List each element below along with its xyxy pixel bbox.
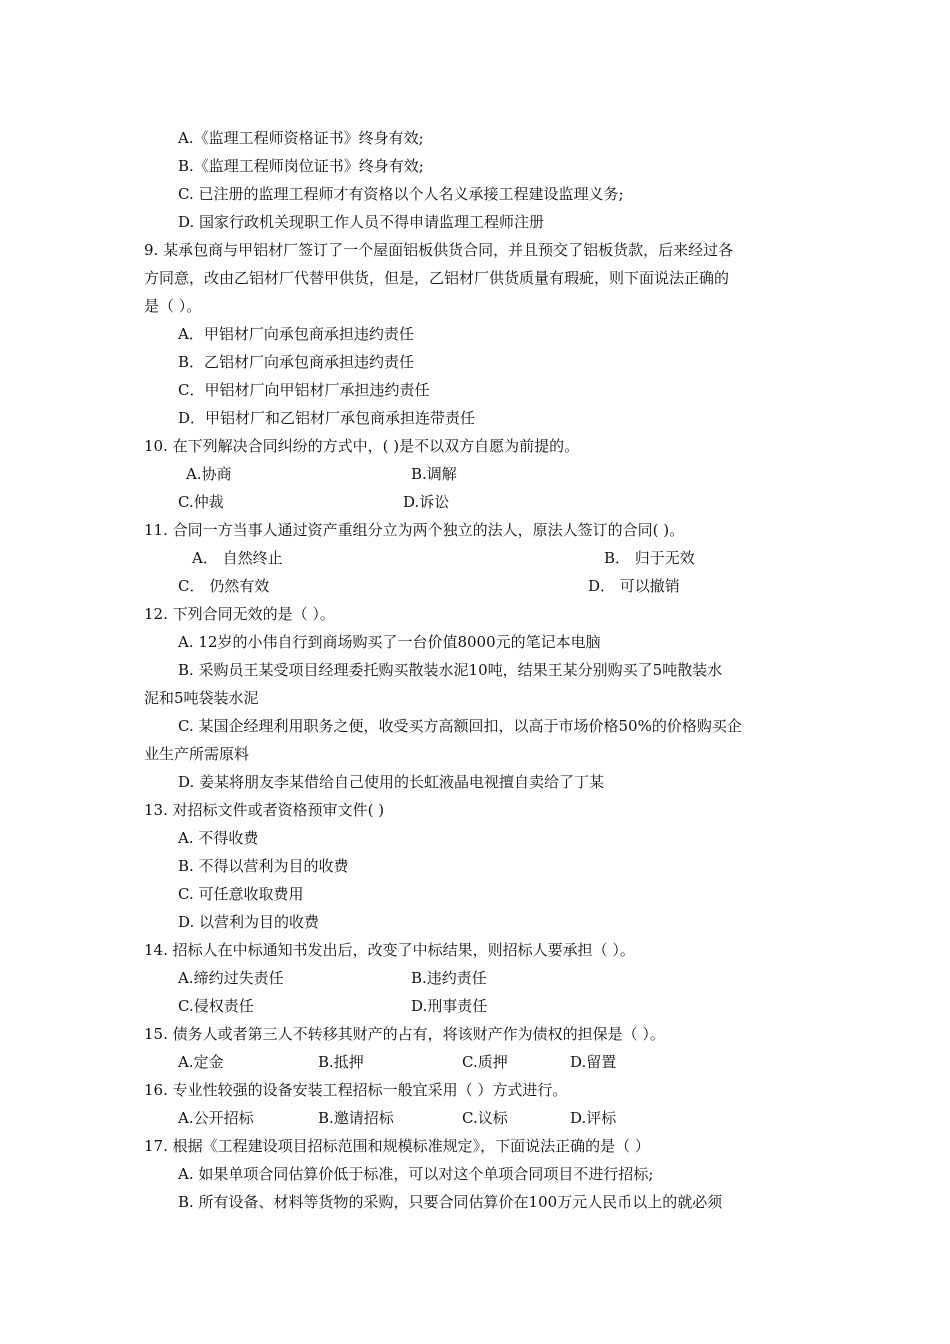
q9-stem-line-2: 方同意，改由乙铝材厂代替甲供货，但是，乙铝材厂供货质量有瑕疵，则下面说法正确的 (144, 269, 730, 287)
q11-option-d: D． 可以撤销 (588, 577, 680, 595)
q15-option-b: B.抵押 (318, 1053, 364, 1071)
q10-option-b: B.调解 (411, 465, 457, 483)
q15-option-d: D.留置 (570, 1053, 617, 1071)
q14-option-a: A.缔约过失责任 (178, 969, 284, 987)
q13-option-c: C. 可任意收取费用 (178, 885, 304, 903)
q12-option-b-line-2: 泥和5吨袋装水泥 (144, 689, 259, 707)
q9-option-a: A．甲铝材厂向承包商承担违约责任 (178, 325, 414, 343)
q12-option-b-line-1: B. 采购员王某受项目经理委托购买散装水泥10吨，结果王某分别购买了5吨散装水 (178, 661, 723, 679)
q11-stem: 11. 合同一方当事人通过资产重组分立为两个独立的法人，原法人签订的合同( )。 (144, 521, 685, 539)
q12-option-c-line-1: C. 某国企经理利用职务之便，收受买方高额回扣，以高于市场价格50%的价格购买企 (178, 717, 742, 735)
q16-option-b: B.邀请招标 (318, 1109, 394, 1127)
q17-option-b: B. 所有设备、材料等货物的采购，只要合同估算价在100万元人民币以上的就必须 (178, 1193, 723, 1211)
q9-stem-line-3: 是（ ）。 (144, 297, 202, 315)
q10-option-d: D.诉讼 (403, 493, 450, 511)
q12-option-a: A. 12岁的小伟自行到商场购买了一台价值8000元的笔记本电脑 (178, 633, 601, 651)
q17-stem: 17. 根据《工程建设项目招标范围和规模标准规定》，下面说法正确的是（ ） (144, 1137, 650, 1155)
q8-option-d: D. 国家行政机关现职工作人员不得申请监理工程师注册 (178, 213, 545, 231)
q17-option-a: A. 如果单项合同估算价低于标准，可以对这个单项合同项目不进行招标; (178, 1165, 654, 1183)
q13-stem: 13. 对招标文件或者资格预审文件( ) (144, 801, 385, 819)
q10-option-a: A.协商 (186, 465, 232, 483)
q9-stem-line-1: 9. 某承包商与甲铝材厂签订了一个屋面铝板供货合同，并且预交了铝板货款，后来经过各 (144, 241, 734, 259)
q16-option-a: A.公开招标 (178, 1109, 254, 1127)
q11-option-c: C． 仍然有效 (178, 577, 270, 595)
q11-option-a: A． 自然终止 (192, 549, 283, 567)
q16-stem: 16. 专业性较强的设备安装工程招标一般宜采用（ ）方式进行。 (144, 1081, 568, 1099)
q12-stem: 12. 下列合同无效的是（ ）。 (144, 605, 335, 623)
q13-option-d: D. 以营利为目的收费 (178, 913, 320, 931)
q12-option-c-line-2: 业生产所需原料 (144, 745, 250, 763)
q14-stem: 14. 招标人在中标通知书发出后，改变了中标结果，则招标人要承担（ ）。 (144, 941, 635, 959)
q14-option-c: C.侵权责任 (178, 997, 254, 1015)
q10-stem: 10. 在下列解决合同纠纷的方式中，( )是不以双方自愿为前提的。 (144, 437, 580, 455)
q13-option-a: A. 不得收费 (178, 829, 259, 847)
q8-option-c: C. 已注册的监理工程师才有资格以个人名义承接工程建设监理义务; (178, 185, 624, 203)
q9-option-b: B．乙铝材厂向承包商承担违约责任 (178, 353, 415, 371)
q11-option-b: B． 归于无效 (604, 549, 695, 567)
q9-option-d: D．甲铝材厂和乙铝材厂承包商承担连带责任 (178, 409, 476, 427)
q15-option-c: C.质押 (462, 1053, 508, 1071)
q10-option-c: C.仲裁 (178, 493, 224, 511)
q15-option-a: A.定金 (178, 1053, 224, 1071)
q8-option-b: B.《监理工程师岗位证书》终身有效; (178, 157, 424, 175)
q8-option-a: A.《监理工程师资格证书》终身有效; (178, 129, 424, 147)
q9-option-c: C．甲铝材厂向甲铝材厂承担违约责任 (178, 381, 430, 399)
q14-option-d: D.刑事责任 (411, 997, 488, 1015)
q16-option-c: C.议标 (462, 1109, 508, 1127)
q14-option-b: B.违约责任 (411, 969, 487, 987)
q13-option-b: B. 不得以营利为目的收费 (178, 857, 349, 875)
q15-stem: 15. 债务人或者第三人不转移其财产的占有，将该财产作为债权的担保是（ ）。 (144, 1025, 665, 1043)
q12-option-d: D. 姜某将朋友李某借给自己使用的长虹液晶电视擅自卖给了丁某 (178, 773, 605, 791)
q16-option-d: D.评标 (570, 1109, 617, 1127)
